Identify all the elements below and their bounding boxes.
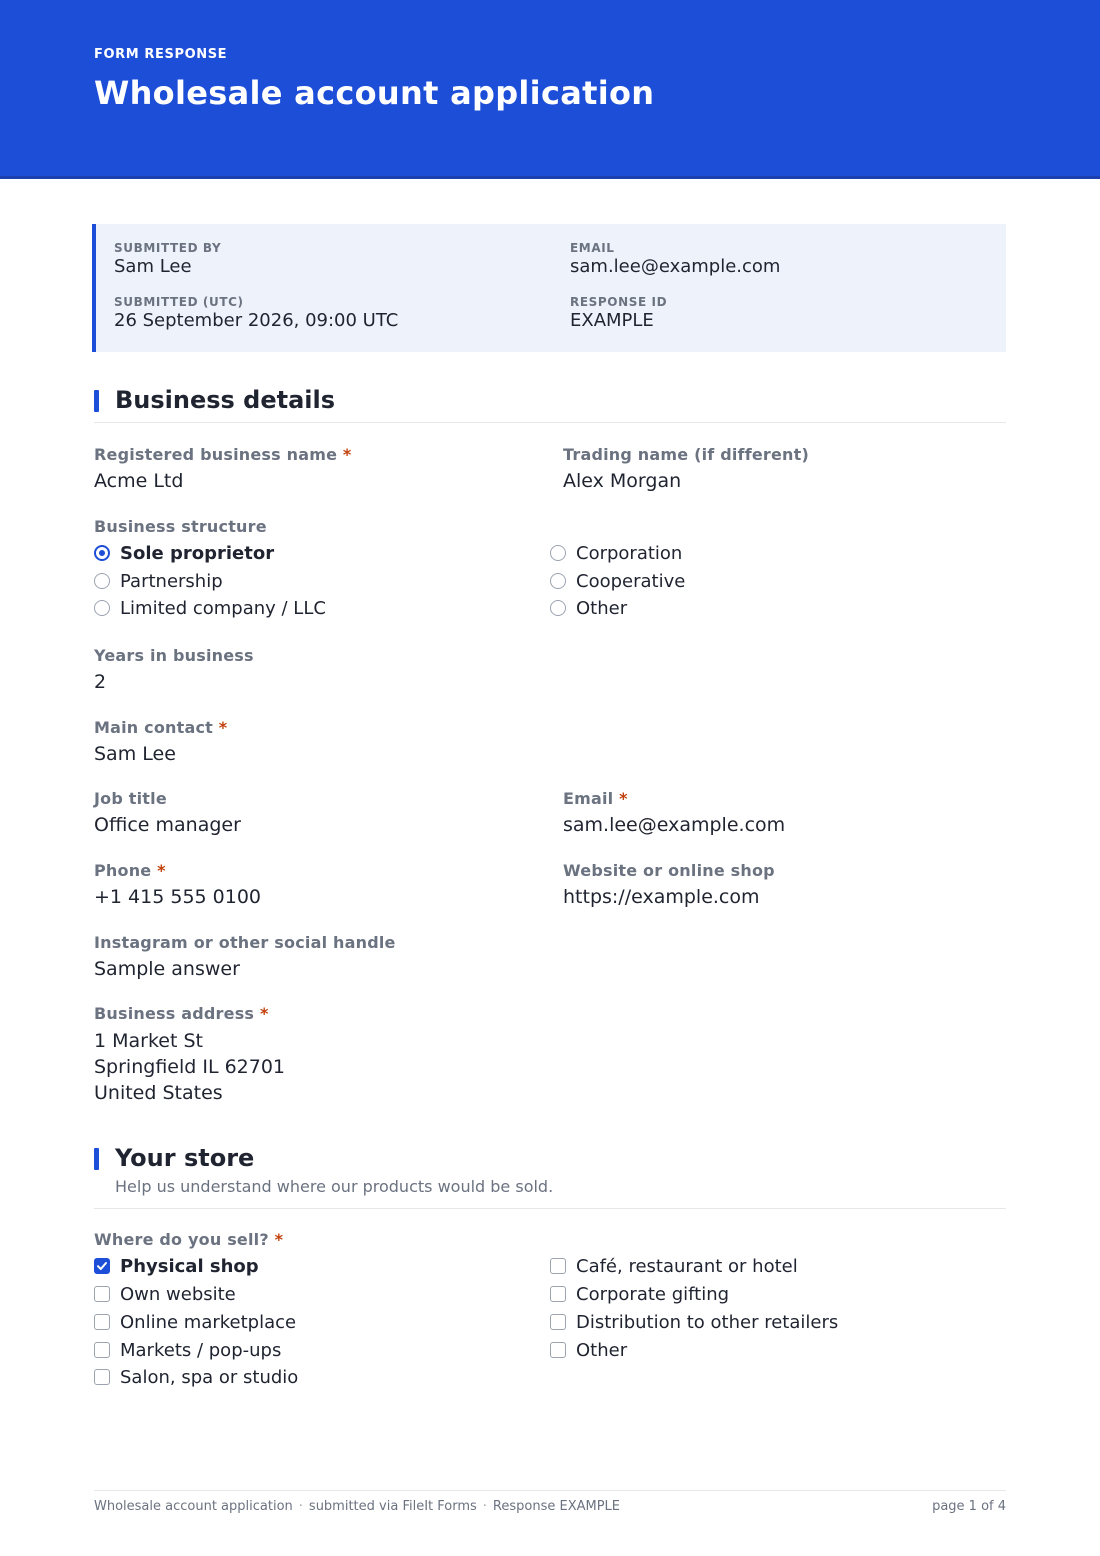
checkbox-option[interactable]: [94, 1311, 296, 1333]
meta-response-id: [570, 295, 667, 331]
checkbox-empty-icon: [550, 1342, 566, 1358]
section-divider: [94, 422, 1006, 423]
field-registered-business-name: [94, 445, 351, 492]
required-marker: *: [342, 445, 352, 464]
checkbox-option-label: Salon, spa or studio: [120, 1366, 299, 1388]
radio-selected-icon: [94, 545, 110, 561]
meta-label: RESPONSE ID: [570, 295, 668, 309]
field-value: https://example.com: [563, 886, 760, 908]
section-divider: [94, 1208, 1006, 1209]
address-line: United States: [94, 1082, 223, 1104]
field-where-do-you-sell: [94, 1230, 283, 1249]
meta-submitted-by: [114, 241, 221, 277]
checkbox-option-label: Distribution to other retailers: [576, 1311, 839, 1333]
radio-empty-icon: [550, 573, 566, 589]
radio-option-label: Sole proprietor: [120, 542, 275, 564]
section-your-store: [94, 1144, 1006, 1210]
meta-value: Sam Lee: [114, 256, 192, 277]
field-value: Sam Lee: [94, 743, 176, 765]
field-value: +1 415 555 0100: [94, 886, 262, 908]
address-line: Springfield IL 62701: [94, 1056, 286, 1078]
checkbox-option[interactable]: [94, 1366, 298, 1388]
field-social-handle: [94, 933, 396, 980]
field-website: [563, 861, 775, 908]
checkbox-empty-icon: [550, 1258, 566, 1274]
radio-option-label: Partnership: [120, 570, 223, 592]
submission-meta-panel: [92, 224, 1006, 352]
radio-empty-icon: [550, 600, 566, 616]
meta-label: SUBMITTED (UTC): [114, 295, 244, 309]
field-value: Alex Morgan: [563, 470, 682, 492]
field-value: 2: [94, 671, 107, 693]
radio-option[interactable]: [94, 597, 326, 619]
field-label: Business address *: [94, 1004, 269, 1023]
meta-value: sam.lee@example.com: [570, 256, 781, 277]
field-label: Instagram or other social handle: [94, 933, 396, 952]
field-label: Where do you sell? *: [94, 1230, 284, 1249]
footer-page-number: page 1 of 4: [932, 1499, 1006, 1514]
checkbox-option[interactable]: [94, 1283, 236, 1305]
footer-response: Response EXAMPLE: [492, 1499, 621, 1514]
footer-separator: ·: [482, 1499, 487, 1514]
checkbox-empty-icon: [94, 1314, 110, 1330]
checkbox-option[interactable]: [550, 1311, 838, 1333]
meta-value: 26 September 2026, 09:00 UTC: [114, 310, 399, 331]
field-value: [94, 1028, 285, 1106]
page-header: [0, 0, 1100, 179]
checkbox-empty-icon: [94, 1369, 110, 1385]
page-title: Wholesale account application: [94, 74, 655, 112]
checkbox-empty-icon: [94, 1342, 110, 1358]
field-value: sam.lee@example.com: [563, 814, 786, 836]
checkbox-option[interactable]: [94, 1339, 281, 1361]
field-value: Office manager: [94, 814, 241, 836]
required-marker: *: [218, 718, 228, 737]
field-business-structure: [94, 517, 267, 536]
field-job-title: [94, 789, 241, 836]
radio-option-label: Cooperative: [576, 570, 686, 592]
radio-option[interactable]: [550, 570, 685, 592]
field-value: Sample answer: [94, 958, 240, 980]
field-label: Phone *: [94, 861, 166, 880]
meta-label: EMAIL: [570, 241, 615, 255]
header-eyebrow: FORM RESPONSE: [94, 47, 228, 62]
checkbox-option-label: Other: [576, 1339, 628, 1361]
checkbox-option-label: Corporate gifting: [576, 1283, 730, 1305]
field-email: [563, 789, 785, 836]
checkbox-option-label: Markets / pop-ups: [120, 1339, 282, 1361]
meta-submitted-utc: [114, 295, 398, 331]
radio-empty-icon: [94, 600, 110, 616]
radio-empty-icon: [94, 573, 110, 589]
field-label: Registered business name *: [94, 445, 352, 464]
field-label: Years in business: [94, 646, 254, 665]
field-label: Main contact *: [94, 718, 228, 737]
meta-value: EXAMPLE: [570, 310, 654, 331]
footer-info: [94, 1499, 620, 1514]
checkbox-option-label: Online marketplace: [120, 1311, 297, 1333]
footer-form-name: Wholesale account application: [94, 1499, 293, 1514]
address-line: 1 Market St: [94, 1030, 203, 1052]
checkbox-option-label: Physical shop: [120, 1255, 259, 1277]
checkbox-option[interactable]: [550, 1339, 627, 1361]
checkbox-empty-icon: [550, 1286, 566, 1302]
radio-option[interactable]: [550, 597, 627, 619]
radio-option-label: Corporation: [576, 542, 683, 564]
field-years-in-business: [94, 646, 254, 693]
checkbox-option[interactable]: [94, 1255, 259, 1277]
field-value: Acme Ltd: [94, 470, 184, 492]
meta-email: [570, 241, 780, 277]
section-accent-bar: [94, 390, 99, 412]
field-phone: [94, 861, 261, 908]
radio-option[interactable]: [94, 570, 223, 592]
field-main-contact: [94, 718, 227, 765]
required-marker: *: [157, 861, 166, 880]
radio-empty-icon: [550, 545, 566, 561]
field-label: Trading name (if different): [563, 445, 810, 464]
field-business-address: [94, 1004, 285, 1106]
footer-via: submitted via FileIt Forms: [308, 1499, 477, 1514]
field-trading-name: [563, 445, 809, 492]
checkbox-option[interactable]: [550, 1283, 729, 1305]
section-accent-bar: [94, 1148, 99, 1170]
footer-divider: [94, 1490, 1006, 1491]
required-marker: *: [619, 789, 628, 808]
checkbox-option[interactable]: [550, 1255, 798, 1277]
radio-option[interactable]: [550, 542, 682, 564]
radio-option[interactable]: [94, 542, 274, 564]
checkbox-checked-icon: [94, 1258, 110, 1274]
checkbox-option-label: Own website: [120, 1283, 236, 1305]
checkbox-option-label: Café, restaurant or hotel: [576, 1255, 798, 1277]
section-title: Your store: [115, 1144, 255, 1172]
radio-option-label: Limited company / LLC: [120, 597, 326, 619]
field-label: Business structure: [94, 517, 267, 536]
field-label: Email *: [563, 789, 628, 808]
field-label: Job title: [94, 789, 167, 808]
required-marker: *: [274, 1230, 284, 1249]
section-description: Help us understand where our products would be sold.: [115, 1177, 554, 1196]
section-title: Business details: [115, 386, 336, 414]
footer-separator: ·: [298, 1499, 303, 1514]
radio-option-label: Other: [576, 597, 628, 619]
checkbox-empty-icon: [94, 1286, 110, 1302]
field-label: Website or online shop: [563, 861, 775, 880]
meta-label: SUBMITTED BY: [114, 241, 222, 255]
required-marker: *: [259, 1004, 269, 1023]
section-business-details: [94, 386, 1006, 426]
checkbox-empty-icon: [550, 1314, 566, 1330]
